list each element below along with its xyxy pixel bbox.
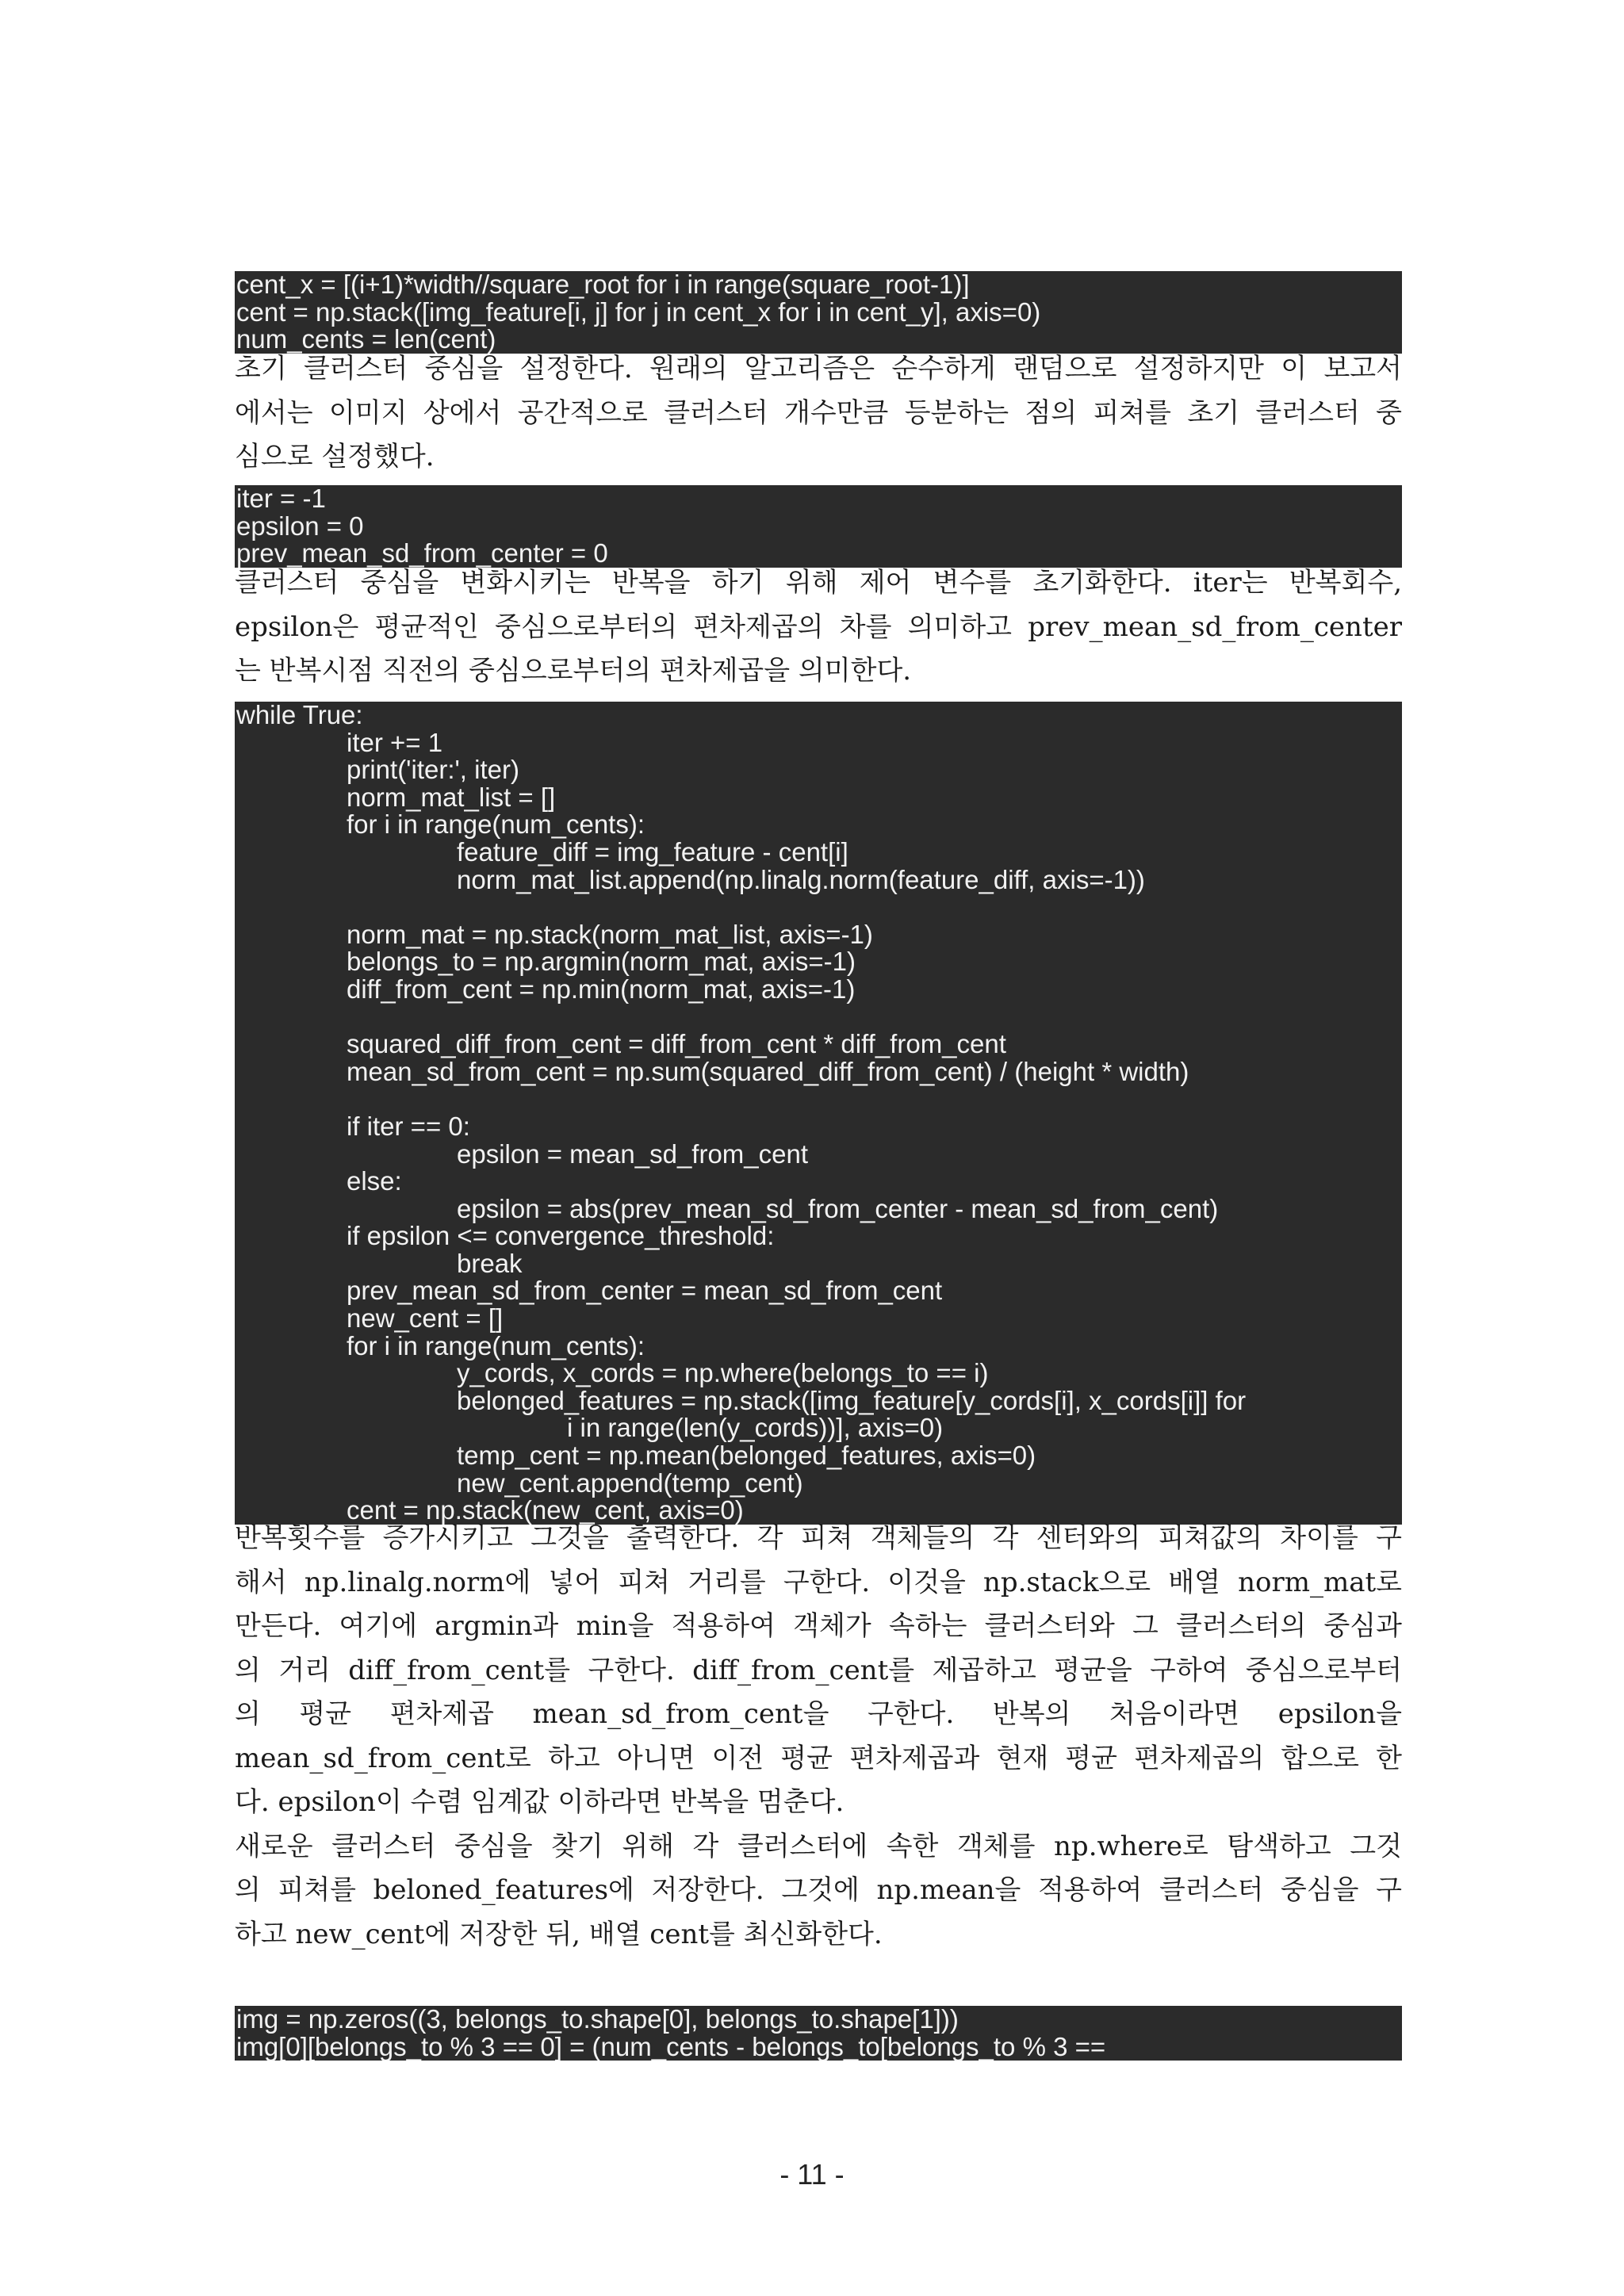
text-line: 만든다. 여기에 argmin과 min을 적용하여 객체가 속하는 클러스터와 그 클러스터의 중심과	[235, 1610, 1402, 1642]
code-line: cent_x = [(i+1)*width//square_root for i in range(square_root-1)]	[236, 271, 970, 299]
code-block	[235, 702, 1402, 1525]
code-line: iter = -1	[236, 485, 326, 513]
code-line: prev_mean_sd_from_center = 0	[236, 538, 608, 568]
code-line	[236, 894, 1402, 921]
text-line: 새로운 클러스터 중심을 찾기 위해 각 클러스터에 속한 객체를 np.where로 탐색하고 그것	[235, 1830, 1402, 1862]
text-line: 에서는 이미지 상에서 공간적으로 클러스터 개수만큼 등분하는 점의 피쳐를 초기 클러스터 중	[235, 396, 1402, 429]
code-line: norm_mat_list = []	[347, 782, 556, 812]
code-line: epsilon = abs(prev_mean_sd_from_center - mean_sd_from_cent)	[457, 1193, 1219, 1223]
text-line: 는 반복시점 직전의 중심으로부터의 편차제곱을 의미한다.	[235, 655, 912, 687]
code-line: for i in range(num_cents):	[347, 809, 645, 840]
code-line: cent = np.stack([img_feature[i, j] for j in cent_x for i in cent_y], axis=0)	[236, 297, 1041, 327]
text-line: 클러스터 중심을 변화시키는 반복을 하기 위해 제어 변수를 초기화한다. iter는 반복회수,	[235, 567, 1402, 599]
code-line: prev_mean_sd_from_center = mean_sd_from_cent	[347, 1276, 943, 1306]
code-line: if epsilon <= convergence_threshold:	[347, 1221, 775, 1251]
code-line: img = np.zeros((3, belongs_to.shape[0], belongs_to.shape[1]))	[236, 2006, 959, 2034]
code-line: if iter == 0:	[347, 1111, 470, 1141]
code-line: print('iter:', iter)	[347, 755, 519, 785]
code-line: norm_mat = np.stack(norm_mat_list, axis=-1)	[347, 919, 873, 949]
code-line: belonged_features = np.stack([img_feature[y_cords[i], x_cords[i]] for	[457, 1385, 1247, 1415]
text-line: epsilon은 평균적인 중심으로부터의 편차제곱의 차를 의미하고 prev_mean_sd_from_center	[235, 610, 1402, 643]
text-line: 의 평균 편차제곱 mean_sd_from_cent을 구한다. 반복의 처음이라면 epsilon을	[235, 1698, 1402, 1730]
code-line: num_cents = len(cent)	[236, 324, 496, 354]
code-line: diff_from_cent = np.min(norm_mat, axis=-1)	[347, 974, 856, 1004]
code-line: cent = np.stack(new_cent, axis=0)	[347, 1495, 744, 1525]
code-line: i in range(len(y_cords))], axis=0)	[567, 1413, 944, 1443]
text-line: 초기 클러스터 중심을 설정한다. 원래의 알고리즘은 순수하게 랜덤으로 설정하지만 이 보고서	[235, 353, 1402, 385]
code-line: iter += 1	[347, 727, 443, 757]
code-line: new_cent = []	[347, 1303, 504, 1334]
code-line	[236, 1004, 1402, 1031]
paragraph	[235, 1517, 1402, 1957]
code-line: mean_sd_from_cent = np.sum(squared_diff_from_cent) / (height * width)	[347, 1056, 1189, 1086]
text-line: mean_sd_from_cent로 하고 아니면 이전 평균 편차제곱과 현재 평균 편차제곱의 합으로 한	[235, 1742, 1402, 1774]
text-line: 해서 np.linalg.norm에 넣어 피쳐 거리를 구한다. 이것을 np.stack으로 배열 norm_mat로	[235, 1566, 1402, 1598]
code-line: for i in range(num_cents):	[347, 1330, 645, 1360]
paragraph	[235, 561, 1402, 694]
code-line: norm_mat_list.append(np.linalg.norm(feature_diff, axis=-1))	[457, 864, 1145, 894]
text-line: 의 거리 diff_from_cent를 구한다. diff_from_cent를 제곱하고 평균을 구하여 중심으로부터	[235, 1654, 1402, 1686]
page-number: - 11 -	[779, 2158, 845, 2191]
code-line: squared_diff_from_cent = diff_from_cent * diff_from_cent	[347, 1029, 1006, 1059]
text-line: 의 피쳐를 beloned_features에 저장한다. 그것에 np.mean을 적용하여 클러스터 중심을 구	[235, 1874, 1402, 1906]
text-line: 심으로 설정했다.	[235, 441, 435, 473]
code-line: epsilon = mean_sd_from_cent	[457, 1138, 809, 1169]
code-line: img[0][belongs_to % 3 == 0] = (num_cents - belongs_to[belongs_to % 3 ==	[236, 2031, 1106, 2061]
code-line: break	[457, 1248, 523, 1278]
text-line: 다. epsilon이 수렴 임계값 이하라면 반복을 멈춘다.	[235, 1786, 845, 1818]
code-line: while True:	[236, 702, 363, 729]
code-line: else:	[347, 1166, 402, 1196]
code-line: temp_cent = np.mean(belonged_features, axis=0)	[457, 1441, 1036, 1471]
paragraph	[235, 347, 1402, 480]
code-line: belongs_to = np.argmin(norm_mat, axis=-1)	[347, 947, 856, 977]
code-block	[235, 2006, 1402, 2061]
code-line	[236, 1085, 1402, 1113]
text-line: 반복횟수를 증가시키고 그것을 출력한다. 각 피쳐 객체들의 각 센터와의 피쳐값의 차이를 구	[235, 1522, 1402, 1554]
text-line: 하고 new_cent에 저장한 뒤, 배열 cent를 최신화한다.	[235, 1918, 883, 1950]
code-line: feature_diff = img_feature - cent[i]	[457, 836, 848, 867]
code-line: y_cords, x_cords = np.where(belongs_to == i)	[457, 1358, 989, 1388]
code-block	[235, 271, 1402, 354]
code-line: epsilon = 0	[236, 511, 364, 541]
code-line: new_cent.append(temp_cent)	[457, 1468, 803, 1498]
code-block	[235, 485, 1402, 568]
